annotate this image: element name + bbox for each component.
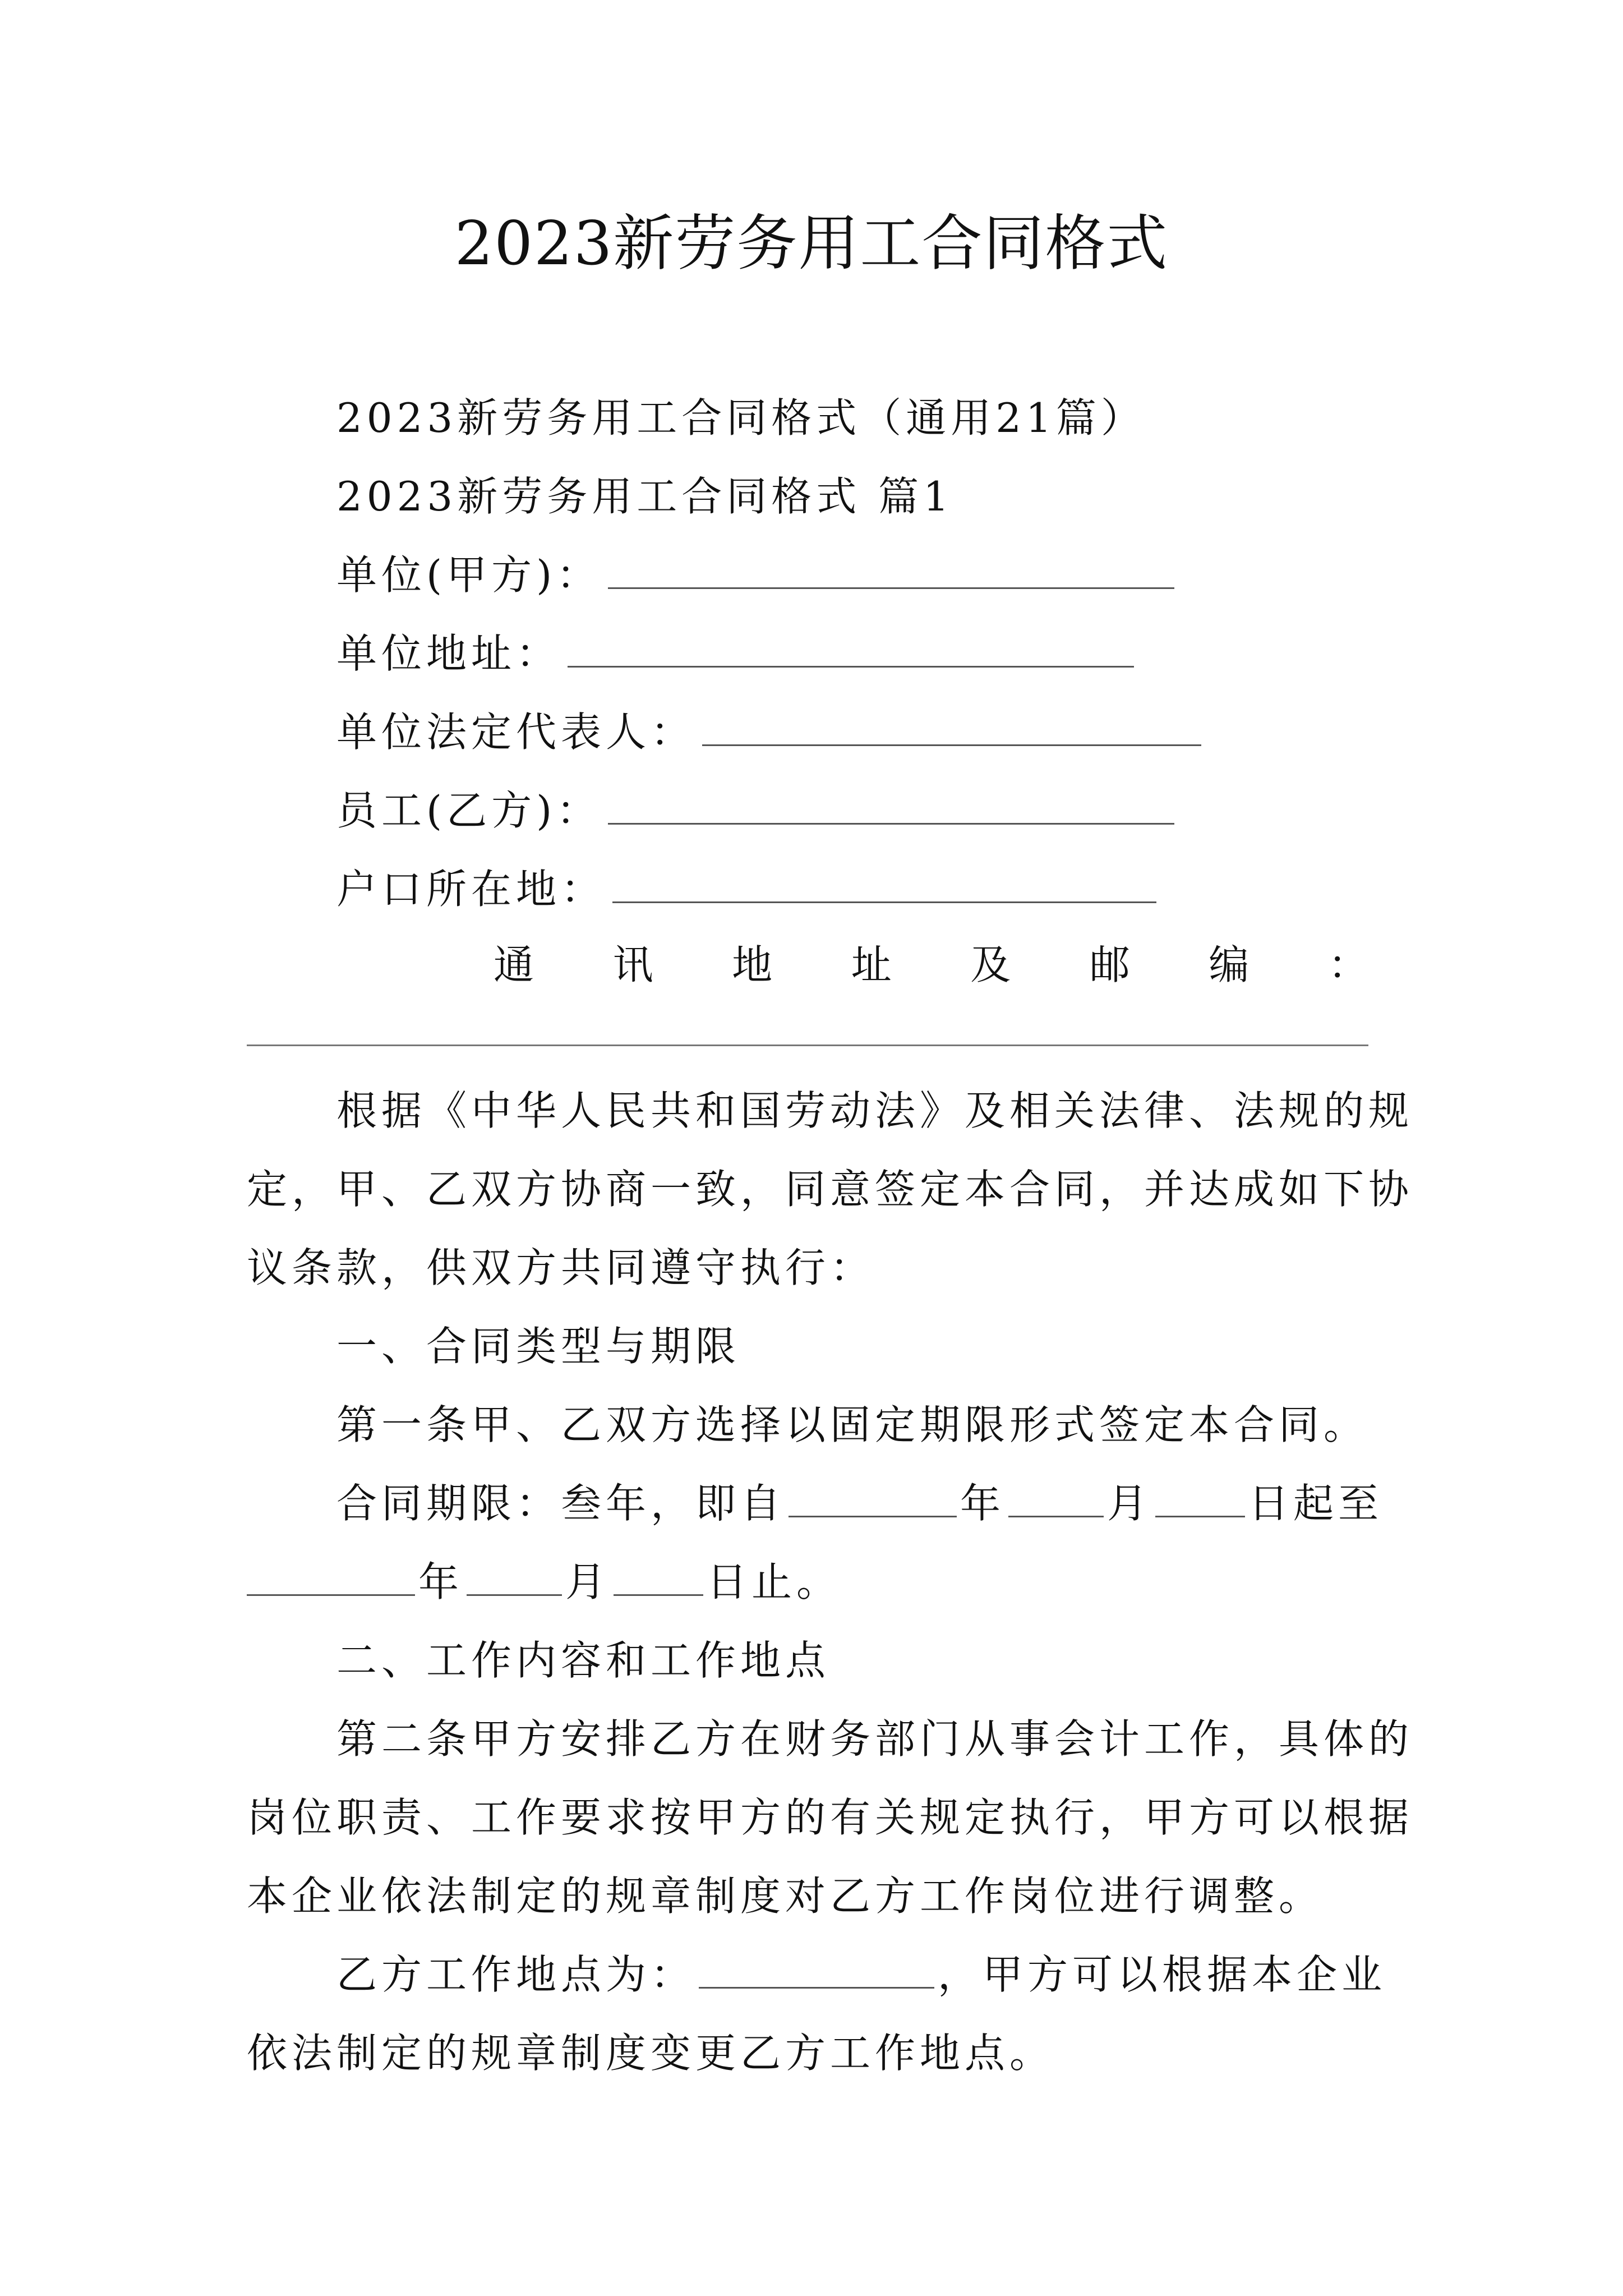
section-heading: 2023新劳务用工合同格式 篇1: [336, 473, 953, 520]
workplace-line: [336, 1944, 1386, 2005]
postal-char: 编: [1209, 941, 1249, 988]
paragraph-line: 定，甲、乙双方协商一致，同意签定本合同，并达成如下协: [247, 1166, 1414, 1213]
term-month-label: 月: [565, 1558, 611, 1605]
contract-term-line: [336, 1473, 1383, 1534]
address-blank[interactable]: [568, 627, 1134, 668]
paragraph-line: 本企业依法制定的规章制度对乙方工作岗位进行调整。: [247, 1872, 1324, 1920]
paragraph-line: 岗位职责、工作要求按甲方的有关规定执行，甲方可以根据: [247, 1794, 1414, 1841]
paragraph-line: 议条款，供双方共同遵守执行：: [247, 1244, 875, 1291]
document-title: 2023新劳务用工合同格式: [454, 209, 1169, 279]
legal-rep-label: 单位法定代表人：: [336, 708, 696, 756]
article-one: 第一条甲、乙双方选择以固定期限形式签定本合同。: [336, 1401, 1369, 1448]
postal-char: 通: [494, 941, 534, 988]
postal-char: 讯: [612, 941, 653, 988]
party-b-blank[interactable]: [608, 784, 1174, 825]
party-b-field: [336, 780, 1174, 841]
workplace-suffix: ，甲方可以根据本企业: [938, 1951, 1387, 1998]
term-prefix: 合同期限：叁年，即自: [336, 1480, 786, 1527]
legal-rep-blank[interactable]: [702, 705, 1201, 746]
workplace-prefix: 乙方工作地点为：: [336, 1951, 696, 1998]
postal-address-label: [494, 934, 1368, 996]
address-field: [336, 623, 1134, 684]
paragraph-line: 依法制定的规章制度变更乙方工作地点。: [247, 2030, 1055, 2077]
postal-char: 及: [970, 941, 1011, 988]
postal-char: ：: [1327, 941, 1368, 988]
postal-address-blank[interactable]: [247, 1045, 1368, 1046]
postal-char: 邮: [1089, 941, 1130, 988]
term-start-year-blank[interactable]: [789, 1479, 957, 1517]
hukou-field: [336, 858, 1156, 920]
legal-rep-field: [336, 701, 1201, 763]
term-to-label: 日止。: [707, 1558, 842, 1605]
postal-char: 址: [851, 941, 892, 988]
section-two-heading: 二、工作内容和工作地点: [336, 1637, 831, 1684]
hukou-label: 户口所在地：: [336, 866, 606, 913]
term-year-label: 年: [960, 1480, 1006, 1527]
section-one-heading: 一、合同类型与期限: [336, 1323, 741, 1370]
workplace-blank[interactable]: [699, 1950, 934, 1989]
term-end-day-blank[interactable]: [614, 1557, 703, 1596]
contract-term-line-2: [247, 1551, 841, 1613]
document-subtitle: 2023新劳务用工合同格式（通用21篇）: [336, 394, 1146, 441]
term-end-month-blank[interactable]: [467, 1557, 562, 1596]
party-b-label: 员工(乙方)：: [336, 787, 602, 834]
party-a-field: [336, 544, 1174, 606]
paragraph-line: 第二条甲方安排乙方在财务部门从事会计工作，具体的: [336, 1715, 1414, 1763]
hukou-blank[interactable]: [612, 862, 1156, 903]
term-start-day-blank[interactable]: [1155, 1479, 1245, 1517]
term-end-year-blank[interactable]: [247, 1557, 415, 1596]
term-month-label: 月: [1107, 1480, 1152, 1527]
term-year-label: 年: [418, 1558, 464, 1605]
party-a-blank[interactable]: [608, 548, 1174, 589]
term-start-month-blank[interactable]: [1008, 1479, 1104, 1517]
address-label: 单位地址：: [336, 630, 561, 677]
postal-char: 地: [732, 941, 773, 988]
paragraph-line: 根据《中华人民共和国劳动法》及相关法律、法规的规: [336, 1087, 1414, 1134]
term-from-label: 日起至: [1248, 1480, 1384, 1527]
party-a-label: 单位(甲方)：: [336, 551, 602, 599]
